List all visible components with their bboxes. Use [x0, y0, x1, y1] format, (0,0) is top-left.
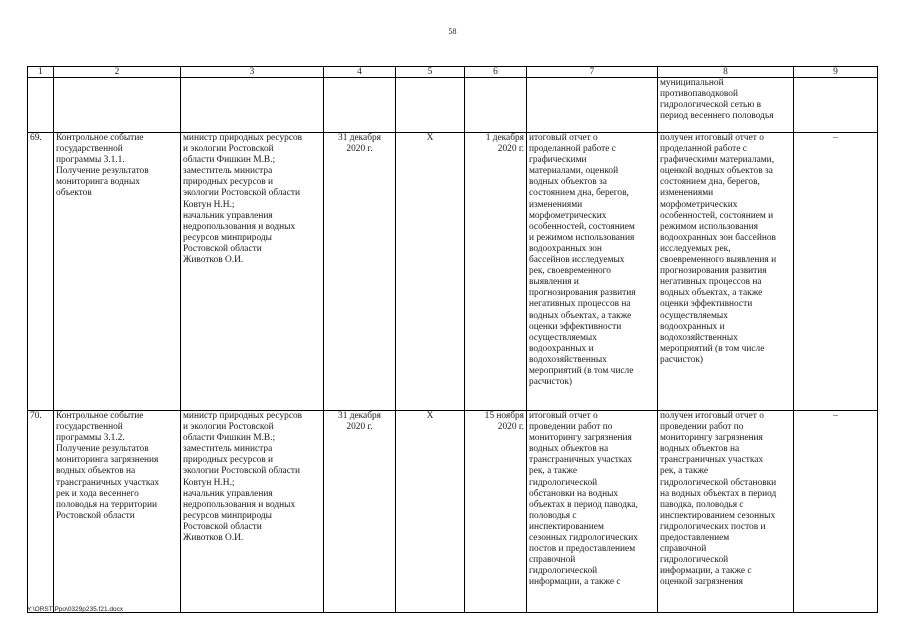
event-name-cell [54, 411, 181, 613]
event-name: Контрольное событие государственной программы 3.1.2. Получение результатов мониторинга загрязнения водных объектов на трансграничных участках рек и хода весеннего половодья на территории Ростовской области [56, 411, 160, 521]
column-header-5: 5 [396, 67, 465, 78]
responsible-cell [181, 411, 324, 613]
plan-date-cell [324, 133, 396, 411]
reasons-cell [794, 133, 878, 411]
cell-empty [465, 78, 527, 133]
event-name-cell [54, 133, 181, 411]
table-row [28, 411, 878, 613]
expected-result-cell [527, 411, 658, 613]
column-header-9: 9 [794, 67, 878, 78]
reasons-dash: – [833, 411, 838, 421]
column-header-7: 7 [527, 67, 658, 78]
row-number: 69. [28, 133, 54, 411]
column-number-row [28, 67, 878, 78]
plan-date: 31 декабря 2020 г. [338, 411, 381, 433]
expected-result: итоговый отчет о проделанной работе с графическими материалами, оценкой водных объектов за состоянием дна, берегов, изменениями морфометрических особенностей, состоянием и режимом использования водоохранных зон бассейнов исследуемых рек, своевременного выявления и прогнозирования развития негативных процессов на водных объектах, а также оценки эффективности осуществляемых водоохранных и водохозяйственных мероприятий (в том числе расчисток) [529, 133, 636, 388]
fact-date-cell [465, 133, 527, 411]
achieved-result: получен итоговый отчет о проделанной работе с графическими материалами, оценкой водных объектов за состоянием дна, берегов, изменениями морфометрических особенностей, состоянием и режимом использования водоохранных зон бассейнов исследуемых рек, своевременного выявления и прогнозирования развития негативных процессов на водных объектах, а также оценки эффективности осуществляемых водоохранных и водохозяйственных мероприятий (в том числе расчисток) [660, 133, 777, 365]
achieved-result: получен итоговый отчет о проведении работ по мониторингу загрязнения водных объектов на трансграничных участках рек, а также гидрологической обстановки на водных объектах в период паводка, половодья с инспектированием сезонных гидрологических постов и предоставлением справочной гидрологической информации, а также с оценкой загрязнения [660, 411, 777, 588]
fact-date: 1 декабря 2020 г. [485, 133, 524, 155]
column-header-8: 8 [658, 67, 794, 78]
column-header-1: 1 [28, 67, 54, 78]
fact-date: 15 ноября 2020 г. [484, 411, 524, 433]
report-table [27, 66, 878, 613]
column-header-4: 4 [324, 67, 396, 78]
col5-mark: Х [426, 411, 434, 421]
cell-empty [324, 78, 396, 133]
row-number: 70. [28, 411, 54, 613]
event-name: Контрольное событие государственной программы 3.1.1. Получение результатов мониторинга водных объектов [56, 133, 149, 199]
col5-cell [396, 133, 465, 411]
expected-result-cell [527, 133, 658, 411]
col5-mark: Х [426, 133, 434, 143]
reasons-cell [794, 411, 878, 613]
expected-result: итоговый отчет о проведении работ по мониторингу загрязнения водных объектов на трансграничных участках рек, а также гидрологической обстановки на водных объектах в период паводка, половодья с инспектированием сезонных гидрологических постов и предоставлением справочной гидрологической информации, а также с [529, 411, 638, 588]
column-header-2: 2 [54, 67, 181, 78]
page-number: 58 [448, 27, 457, 36]
plan-date: 31 декабря 2020 г. [338, 133, 381, 155]
achieved-result-cell [658, 411, 794, 613]
file-path-footer: Y:\ORST\Ppo\0329p235.f21.docx [27, 606, 124, 613]
continuation-row [28, 78, 878, 133]
responsible-cell [181, 133, 324, 411]
cell-empty [181, 78, 324, 133]
reasons-dash: – [833, 133, 838, 143]
cell-empty [794, 78, 878, 133]
cell-empty [54, 78, 181, 133]
achieved-result-cell [658, 133, 794, 411]
column-header-3: 3 [181, 67, 324, 78]
table-row [28, 133, 878, 411]
continued-result-text: муниципальной противопаводковой гидрологической сетью в период весеннего половодья [660, 78, 774, 122]
cell-empty [28, 78, 54, 133]
cell-empty [396, 78, 465, 133]
responsible-persons: министр природных ресурсов и экологии Ростовской области Фишкин М.В.; заместитель министра природных ресурсов и экологии Ростовской области Ковтун Н.Н.; начальник управления недропользования и водных ресурсов минприроды Ростовской области Животков О.И. [183, 133, 303, 266]
plan-date-cell [324, 411, 396, 613]
column-header-6: 6 [465, 67, 527, 78]
continued-result-cell [658, 78, 794, 133]
responsible-persons: министр природных ресурсов и экологии Ростовской области Фишкин М.В.; заместитель министра природных ресурсов и экологии Ростовской области Ковтун Н.Н.; начальник управления недропользования и водных ресурсов минприроды Ростовской области Животков О.И. [183, 411, 303, 544]
fact-date-cell [465, 411, 527, 613]
cell-empty [527, 78, 658, 133]
col5-cell [396, 411, 465, 613]
